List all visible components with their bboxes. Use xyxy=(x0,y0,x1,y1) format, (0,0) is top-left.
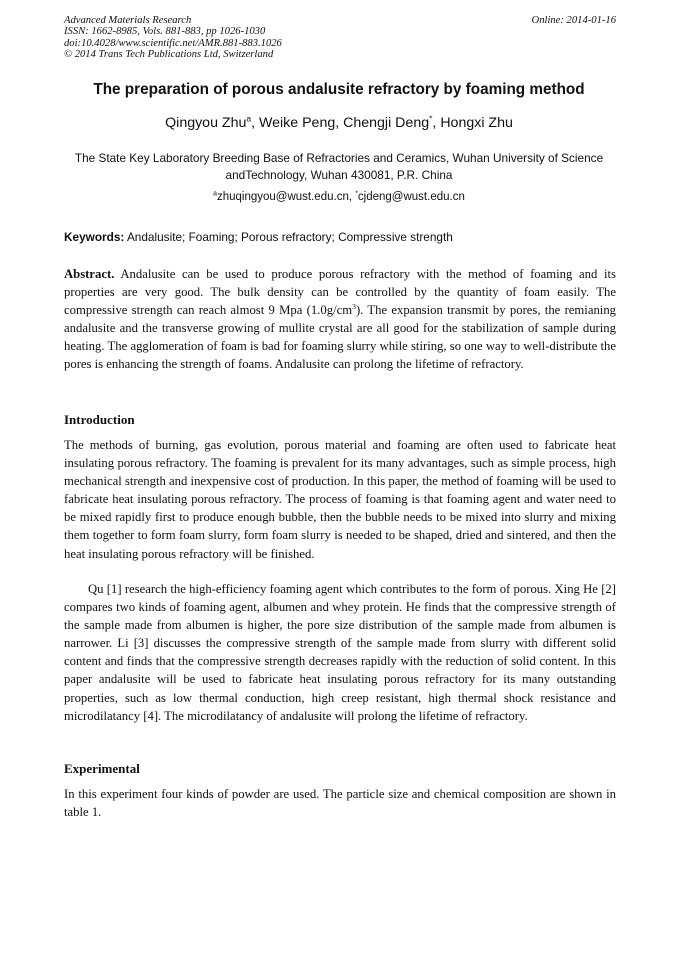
section-heading-introduction: Introduction xyxy=(64,412,135,427)
corresponding-marker: * xyxy=(355,190,358,198)
affiliation-marker: a xyxy=(246,113,252,124)
section-heading-experimental: Experimental xyxy=(64,761,140,776)
author-list xyxy=(40,115,638,131)
paper-title: The preparation of porous andalusite refractory by foaming method xyxy=(93,81,585,98)
journal-header xyxy=(64,15,616,61)
issn-line: ISSN: 1662-8985, Vols. 881-883, pp 1026-1030 xyxy=(64,26,266,38)
keywords-label: Keywords: xyxy=(64,230,125,244)
introduction-paragraph: The methods of burning, gas evolution, porous material and foaming are often used to fabricate heat insulating porous refractory. The foaming is prevalent for its many advantages, such as simple process, high mechanical strength and inexpensive cost of production. In this paper, the method of foaming will be used to fabricate heat insulating porous refractory. The process of foaming is that foaming agent and water need to be mixed rapidly first to produce enough bubble, then the bubble needs to be mixed into slurry and mixing them together to form foam slurry, form foam slurry is needed to be shaped, dried and sintered, and then the heat insulating porous refractory will be finished. xyxy=(64,438,616,561)
affiliation: The State Key Laboratory Breeding Base of Refractories and Ceramics, Wuhan University of Science andTechnology, Wuhan 430081, P.R. China xyxy=(74,151,604,182)
author-separator: , xyxy=(335,115,344,131)
keywords-text: Andalusite; Foaming; Porous refractory; Compressive strength xyxy=(124,230,453,244)
introduction-paragraph: Qu [1] research the high-efficiency foaming agent which contributes to the form of porous. Xing He [2] compares two kinds of foaming agent, albumen and whey protein. He finds that the compressive strength of the sample made from albumen is higher, the pore size distribution of the sample made from albumen is narrower. Li [3] discusses the compressive strength of the sample made from slurry with different solid content and finds that the compressive strength decreases rapidly with the reduction of solid content. In this paper andalusite will be used to fabricate heat insulating porous refractory for its many outstanding properties, such as low thermal conduction, high creep resistant, high thermal shock resistance and microdilatancy [4]. The microdilatancy of andalusite will prolong the lifetime of refractory. xyxy=(64,582,616,723)
corresponding-marker: * xyxy=(429,113,433,124)
author-name: Hongxi Zhu xyxy=(440,115,513,131)
email-separator: , xyxy=(348,191,356,203)
email-line xyxy=(40,191,638,203)
copyright-line: © 2014 Trans Tech Publications Ltd, Switzerland xyxy=(64,49,274,61)
abstract-label: Abstract. xyxy=(64,267,115,281)
affiliation-marker: a xyxy=(213,190,217,198)
journal-name: Advanced Materials Research xyxy=(64,15,192,26)
email-link[interactable]: cjdeng@wust.edu.cn xyxy=(357,191,465,203)
online-date: Online: 2014-01-16 xyxy=(531,15,616,26)
author-name: Weike Peng xyxy=(258,115,336,131)
author-name: Qingyou Zhu xyxy=(165,115,247,131)
keywords xyxy=(64,230,616,244)
author-separator: , xyxy=(251,115,259,131)
superscript: 3 xyxy=(352,302,356,312)
abstract-text: ). The expansion transmit by pores, the remianing andalusite and the transverse growing of mullite crystal are all good for the stabilization of sample during heating. The agglomeration of foam is bad for foaming slurry while stiring, so one way to well-distribute the pores is enhancing the strength of foams. Andalusite can prolong the lifetime of refractory. xyxy=(64,303,617,372)
doi-line: doi:10.4028/www.scientific.net/AMR.881-883.1026 xyxy=(64,37,282,49)
author-separator: , xyxy=(432,115,441,131)
author-name: Chengji Deng xyxy=(343,115,430,131)
abstract-text: Andalusite can be used to produce porous refractory with the method of foaming and its properties are very good. The bulk density can be controlled by the quantity of foam easily. The compressive strength can reach almost 9 Mpa (1.0g/cm xyxy=(64,267,616,318)
abstract xyxy=(64,265,616,374)
header-row xyxy=(64,15,616,26)
experimental-paragraph: In this experiment four kinds of powder are used. The particle size and chemical composition are shown in table 1. xyxy=(64,787,616,820)
email-link[interactable]: zhuqingyou@wust.edu.cn xyxy=(216,191,349,203)
